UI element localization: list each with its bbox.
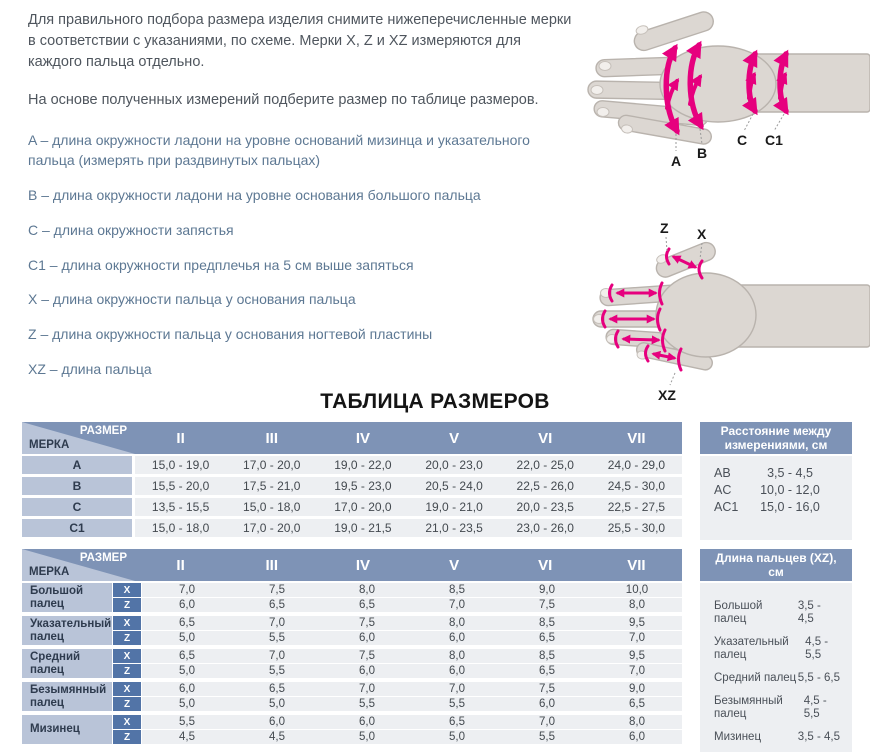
finger-value-row [142,682,682,696]
finger-table-group [22,583,682,612]
xz-sub-label: Z [113,697,141,711]
finger-value-cell: 6,5 [179,650,195,662]
finger-value-cell: 6,5 [629,698,645,710]
finger-value-cell: 7,0 [269,650,285,662]
size-value-cell: 22,5 - 27,5 [607,500,666,514]
finger-table-rows [22,583,682,744]
size-value-cell: 15,0 - 19,0 [151,458,210,472]
finger-length-panel-body [700,583,852,752]
size-row-values [135,456,682,474]
size-column-header: II [176,556,185,574]
size-value-cell: 19,0 - 21,5 [334,521,392,535]
finger-value-cell: 6,0 [359,665,375,677]
finger-value-cell: 8,0 [629,716,645,728]
finger-table-block [22,549,870,752]
finger-value-cell: 5,5 [269,632,285,644]
size-column-header: II [176,429,185,447]
hand-silhouette [588,10,870,145]
finger-length-value: 4,5 - 5,5 [803,695,827,720]
distance-panel-body [700,456,852,540]
measurement-definitions [28,131,576,380]
finger-value-cell: 9,0 [629,683,645,695]
label-z: Z [660,220,669,236]
finger-value-cell: 7,0 [539,716,555,728]
distance-value: 10,0 - 12,0 [760,483,820,497]
intro-paragraph-1: Для правильного подбора размера изделия снимите нижеперечисленные мерки в соответствии с указаниями, по схеме. Мерки X, Z и XZ измеряются для каждого пальца отдельно. [28,12,572,71]
xz-sub-label: X [113,616,141,630]
finger-row-values [142,682,682,711]
size-value-cell: 15,0 - 18,0 [151,521,210,535]
finger-table [22,549,682,752]
distance-value: 3,5 - 4,5 [767,466,813,480]
finger-value-row [142,649,682,663]
definition-item: C – длина окружности запястья [28,221,234,238]
finger-row-values [142,616,682,645]
size-value-cell: 19,0 - 21,0 [425,500,483,514]
distance-label: AB [714,466,731,480]
finger-value-cell: 6,0 [449,632,465,644]
finger-value-cell: 8,5 [539,617,555,629]
label-b: B [697,145,708,161]
finger-value-cell: 4,5 [179,731,195,743]
size-column-header: IV [355,429,370,447]
finger-value-cell: 5,0 [179,698,195,710]
hand-circumference-diagram [578,10,870,175]
finger-value-row [142,730,682,744]
distance-row [714,482,852,499]
distance-row [714,499,852,516]
definition-item: B – длина окружности ладони на уровне основания большого пальца [28,186,481,203]
intro-paragraph-2: На основе полученных измерений подберите размер по таблице размеров. [28,92,539,109]
finger-row-values [142,583,682,612]
xz-sub-labels [113,715,141,744]
size-table-rows [22,456,682,537]
finger-value-cell: 7,5 [359,617,375,629]
finger-value-cell: 8,0 [359,584,375,596]
finger-row-values [142,715,682,744]
size-value-cell: 22,5 - 26,0 [516,479,574,493]
finger-length-value: 4,5 - 5,5 [805,636,829,661]
distance-label: AC [714,483,732,497]
finger-length-value: 3,5 - 4,5 [797,731,840,743]
finger-row-label: Мизинец [22,715,112,744]
size-value-cell: 17,0 - 20,0 [243,521,301,535]
finger-length-row [714,731,852,744]
finger-row-label: Безымянный палец [22,682,112,711]
definition-item: XZ – длина пальца [28,361,152,378]
finger-table-corner-cell [22,549,135,581]
finger-value-cell: 5,0 [269,698,285,710]
measure-row-label: A [22,456,132,474]
finger-value-cell: 7,5 [539,683,555,695]
corner-razmer-label: РАЗМЕР [79,552,127,564]
finger-value-cell: 6,0 [269,716,285,728]
finger-value-cell: 6,5 [269,599,285,611]
measure-row-label: C [22,498,132,516]
finger-table-group [22,715,682,744]
xz-sub-label: X [113,649,141,663]
hand-diagrams-column [578,10,870,403]
finger-value-cell: 9,5 [629,617,645,629]
finger-length-row [714,636,852,662]
finger-value-row [142,631,682,645]
size-column-header: VII [627,556,646,574]
xz-sub-labels [113,616,141,645]
finger-length-row [714,600,852,626]
size-value-cell: 24,0 - 29,0 [607,458,666,472]
corner-merka-label: МЕРКА [29,439,70,451]
intro-text-column [28,10,576,388]
size-table-corner-cell [22,422,135,454]
distance-panel-title: Расстояние между измерениями, см [700,422,852,454]
size-value-cell: 20,0 - 23,5 [516,500,574,514]
label-a: A [671,153,682,169]
finger-table-group [22,616,682,645]
label-c1: C1 [765,132,783,148]
size-table-block [22,422,870,540]
definition-item: A – длина окружности ладони на уровне оснований мизинца и указательного пальца (измерять при раздвинутых пальцах) [28,132,530,168]
finger-value-cell: 7,5 [539,599,555,611]
size-table-columns [135,422,682,454]
finger-value-cell: 7,5 [359,650,375,662]
finger-value-row [142,715,682,729]
finger-value-cell: 9,0 [539,584,555,596]
definition-item: X – длина окружности пальца у основания пальца [28,291,356,308]
xz-sub-label: X [113,682,141,696]
xz-sub-label: Z [113,631,141,645]
distance-row [714,465,852,482]
finger-row-values [142,649,682,678]
size-value-cell: 17,0 - 20,0 [243,458,301,472]
finger-value-cell: 6,5 [449,716,465,728]
xz-sub-label: X [113,583,141,597]
finger-table-group [22,682,682,711]
finger-value-row [142,583,682,597]
finger-value-cell: 5,5 [359,698,375,710]
finger-value-cell: 5,5 [539,731,555,743]
finger-value-cell: 6,5 [539,632,555,644]
size-value-cell: 23,0 - 26,0 [516,521,574,535]
size-table [22,422,682,540]
finger-value-cell: 6,5 [179,617,195,629]
finger-value-cell: 6,0 [179,599,195,611]
size-table-header [22,422,682,454]
finger-value-cell: 9,5 [629,650,645,662]
finger-row-label: Указательный палец [22,616,112,645]
finger-value-cell: 8,5 [539,650,555,662]
definition-item: C1 – длина окружности предплечья на 5 см выше запяться [28,256,414,273]
size-table-row [22,456,682,474]
finger-value-row [142,598,682,612]
size-column-header: IV [355,556,370,574]
finger-value-cell: 6,0 [179,683,195,695]
xz-sub-labels [113,583,141,612]
finger-length-value: 3,5 - 4,5 [797,600,821,625]
finger-row-label: Большой палец [22,583,112,612]
finger-length-label: Безымянный палец [714,695,783,720]
measure-row-label: C1 [22,519,132,537]
size-column-header: III [265,556,278,574]
finger-value-cell: 7,5 [269,584,285,596]
size-value-cell: 17,0 - 20,0 [334,500,392,514]
finger-row-label: Средний палец [22,649,112,678]
finger-value-cell: 7,0 [449,683,465,695]
finger-value-cell: 6,5 [539,665,555,677]
hand-silhouette [593,240,870,371]
size-value-cell: 15,5 - 20,0 [151,479,210,493]
finger-value-cell: 7,0 [269,617,285,629]
measure-row-label: B [22,477,132,495]
finger-value-cell: 6,5 [359,599,375,611]
size-column-header: VI [538,429,553,447]
finger-value-cell: 4,5 [269,731,285,743]
label-xz: XZ [658,387,676,403]
finger-length-label: Большой палец [714,600,763,625]
size-value-cell: 15,0 - 18,0 [243,500,301,514]
size-value-cell: 20,0 - 23,0 [425,458,483,472]
finger-value-cell: 8,0 [449,650,465,662]
size-row-values [135,498,682,516]
xz-sub-label: Z [113,664,141,678]
xz-sub-label: Z [113,598,141,612]
finger-value-cell: 6,0 [359,716,375,728]
finger-value-cell: 6,0 [359,632,375,644]
finger-value-cell: 10,0 [625,584,649,596]
finger-value-cell: 7,0 [359,683,375,695]
finger-value-cell: 5,0 [179,665,195,677]
finger-table-columns [135,549,682,581]
finger-length-label: Средний палец [714,672,797,684]
label-c: C [737,132,748,148]
label-x: X [697,226,707,242]
size-value-cell: 24,5 - 30,0 [607,479,666,493]
corner-razmer-label: РАЗМЕР [79,425,127,437]
finger-value-cell: 7,0 [449,599,465,611]
finger-table-header [22,549,682,581]
finger-length-row [714,672,852,685]
xz-sub-label: X [113,715,141,729]
finger-length-label: Мизинец [714,731,762,743]
size-table-row [22,519,682,537]
finger-value-row [142,664,682,678]
size-value-cell: 19,5 - 23,0 [334,479,392,493]
finger-value-cell: 6,0 [539,698,555,710]
finger-value-cell: 7,0 [629,665,645,677]
size-value-cell: 22,0 - 25,0 [516,458,574,472]
size-value-cell: 17,5 - 21,0 [243,479,301,493]
size-value-cell: 19,0 - 22,0 [334,458,392,472]
finger-length-label: Указательный палец [714,636,789,661]
size-value-cell: 25,5 - 30,0 [607,521,666,535]
finger-value-row [142,697,682,711]
finger-value-cell: 5,0 [179,632,195,644]
xz-sub-labels [113,682,141,711]
finger-length-panel [700,549,852,752]
finger-value-cell: 8,0 [629,599,645,611]
size-column-header: V [449,556,460,574]
size-table-row [22,498,682,516]
finger-value-cell: 5,0 [449,731,465,743]
size-column-header: III [265,429,278,447]
finger-value-cell: 8,0 [449,617,465,629]
finger-value-cell: 8,5 [449,584,465,596]
definition-item: Z – длина окружности пальца у основания ногтевой пластины [28,326,433,343]
finger-value-cell: 5,5 [269,665,285,677]
finger-value-cell: 6,0 [449,665,465,677]
size-column-header: V [449,429,460,447]
finger-value-cell: 5,5 [449,698,465,710]
finger-value-cell: 5,5 [179,716,195,728]
distance-panel [700,422,852,540]
finger-length-row [714,695,852,721]
size-column-header: VI [538,556,553,574]
distance-label: AC1 [714,500,739,514]
distance-value: 15,0 - 16,0 [760,500,820,514]
finger-length-panel-title: Длина пальцев (XZ), см [700,549,852,581]
size-value-cell: 20,5 - 24,0 [425,479,483,493]
size-table-title: ТАБЛИЦА РАЗМЕРОВ [320,390,550,413]
size-row-values [135,477,682,495]
finger-value-cell: 7,0 [629,632,645,644]
size-value-cell: 21,0 - 23,5 [425,521,483,535]
size-table-row [22,477,682,495]
finger-value-cell: 6,0 [629,731,645,743]
size-column-header: VII [627,429,646,447]
xz-sub-labels [113,649,141,678]
size-row-values [135,519,682,537]
finger-value-cell: 6,5 [269,683,285,695]
finger-value-cell: 7,0 [179,584,195,596]
finger-table-group [22,649,682,678]
xz-sub-label: Z [113,730,141,744]
finger-value-cell: 5,0 [359,731,375,743]
size-value-cell: 13,5 - 15,5 [151,500,210,514]
finger-length-value: 5,5 - 6,5 [797,672,840,684]
finger-value-row [142,616,682,630]
hand-finger-diagram [578,193,870,405]
corner-merka-label: МЕРКА [29,566,70,578]
